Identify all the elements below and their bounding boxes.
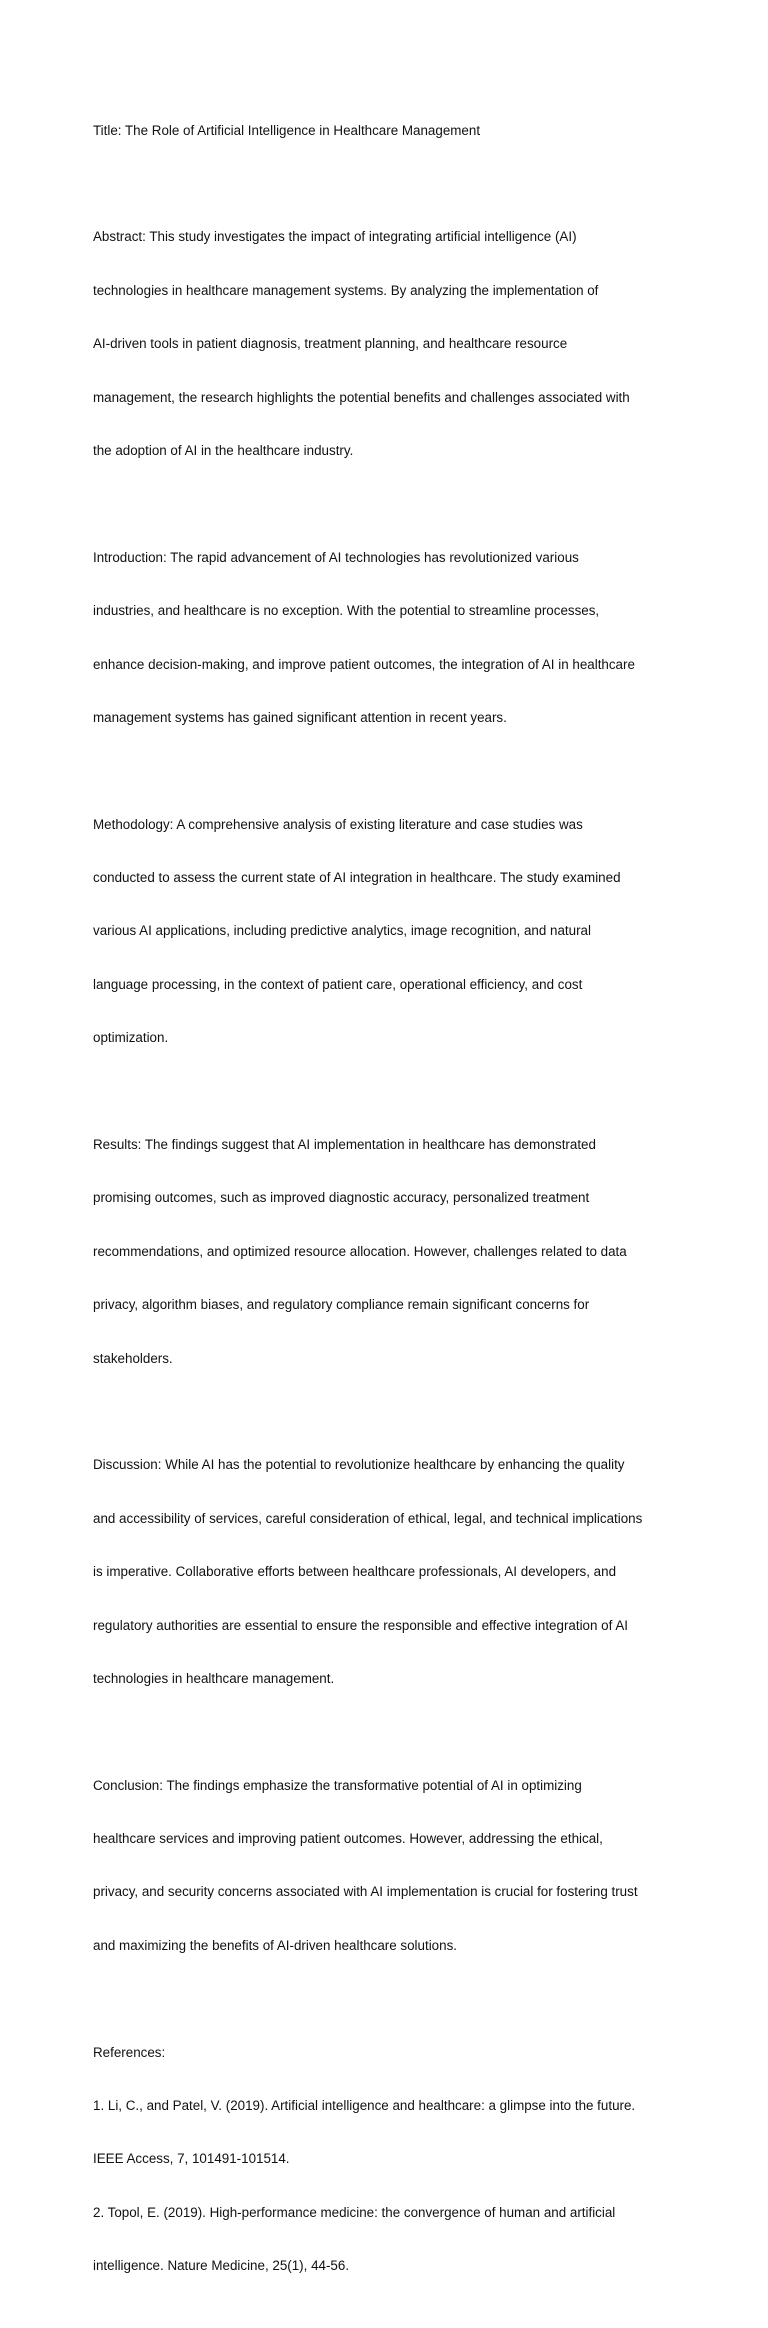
reference-line: 1. Li, C., and Patel, V. (2019). Artificial intelligence and healthcare: a glimpse into the future.	[93, 2098, 636, 2114]
methodology-line: various AI applications, including predictive analytics, image recognition, and natural	[93, 923, 591, 939]
conclusion-line: privacy, and security concerns associated with AI implementation is crucial for fostering trust	[93, 1884, 638, 1900]
methodology-line: conducted to assess the current state of AI integration in healthcare. The study examined	[93, 870, 621, 886]
discussion-paragraph	[93, 1421, 683, 1724]
methodology-line: language processing, in the context of patient care, operational efficiency, and cost	[93, 976, 583, 992]
discussion-line: and accessibility of services, careful consideration of ethical, legal, and technical implications	[93, 1510, 643, 1526]
results-line: promising outcomes, such as improved diagnostic accuracy, personalized treatment	[93, 1190, 590, 1206]
conclusion-line: and maximizing the benefits of AI-driven healthcare solutions.	[93, 1937, 457, 1953]
title-line: Title: The Role of Artificial Intelligence in Healthcare Management	[93, 122, 481, 138]
methodology-line: optimization.	[93, 1030, 169, 1046]
results-line: Results: The findings suggest that AI implementation in healthcare has demonstrated	[93, 1137, 596, 1153]
reference-line: intelligence. Nature Medicine, 25(1), 44-56.	[93, 2258, 350, 2274]
discussion-line: is imperative. Collaborative efforts between healthcare professionals, AI developers, and	[93, 1564, 617, 1580]
results-paragraph	[93, 1100, 683, 1403]
references-heading: References:	[93, 2044, 166, 2060]
abstract-line: AI-driven tools in patient diagnosis, treatment planning, and healthcare resource	[93, 336, 568, 352]
abstract-line: Abstract: This study investigates the impact of integrating artificial intelligence (AI)	[93, 229, 577, 245]
conclusion-line: Conclusion: The findings emphasize the transformative potential of AI in optimizing	[93, 1777, 582, 1793]
abstract-line: technologies in healthcare management systems. By analyzing the implementation of	[93, 282, 599, 298]
discussion-line: regulatory authorities are essential to ensure the responsible and effective integration of AI	[93, 1617, 628, 1633]
references-section	[93, 2008, 683, 2311]
abstract-line: management, the research highlights the potential benefits and challenges associated with	[93, 389, 630, 405]
document-title	[93, 86, 683, 175]
introduction-line: industries, and healthcare is no exception. With the potential to streamline processes,	[93, 603, 600, 619]
introduction-line: management systems has gained significant attention in recent years.	[93, 709, 507, 725]
introduction-paragraph	[93, 513, 683, 762]
reference-line: 2. Topol, E. (2019). High-performance medicine: the convergence of human and artificial	[93, 2204, 616, 2220]
introduction-line: Introduction: The rapid advancement of AI technologies has revolutionized various	[93, 549, 579, 565]
discussion-line: technologies in healthcare management.	[93, 1670, 335, 1686]
conclusion-line: healthcare services and improving patient outcomes. However, addressing the ethical,	[93, 1831, 603, 1847]
conclusion-paragraph	[93, 1741, 683, 1990]
results-line: stakeholders.	[93, 1350, 173, 1366]
results-line: privacy, algorithm biases, and regulatory compliance remain significant concerns for	[93, 1297, 590, 1313]
methodology-paragraph	[93, 780, 683, 1083]
introduction-line: enhance decision-making, and improve patient outcomes, the integration of AI in healthcare	[93, 656, 635, 672]
reference-line: IEEE Access, 7, 101491-101514.	[93, 2151, 290, 2167]
results-line: recommendations, and optimized resource allocation. However, challenges related to data	[93, 1243, 627, 1259]
document-body	[93, 86, 683, 2328]
discussion-line: Discussion: While AI has the potential to revolutionize healthcare by enhancing the quality	[93, 1457, 625, 1473]
abstract-line: the adoption of AI in the healthcare industry.	[93, 442, 354, 458]
abstract-paragraph	[93, 193, 683, 496]
methodology-line: Methodology: A comprehensive analysis of existing literature and case studies was	[93, 816, 583, 832]
